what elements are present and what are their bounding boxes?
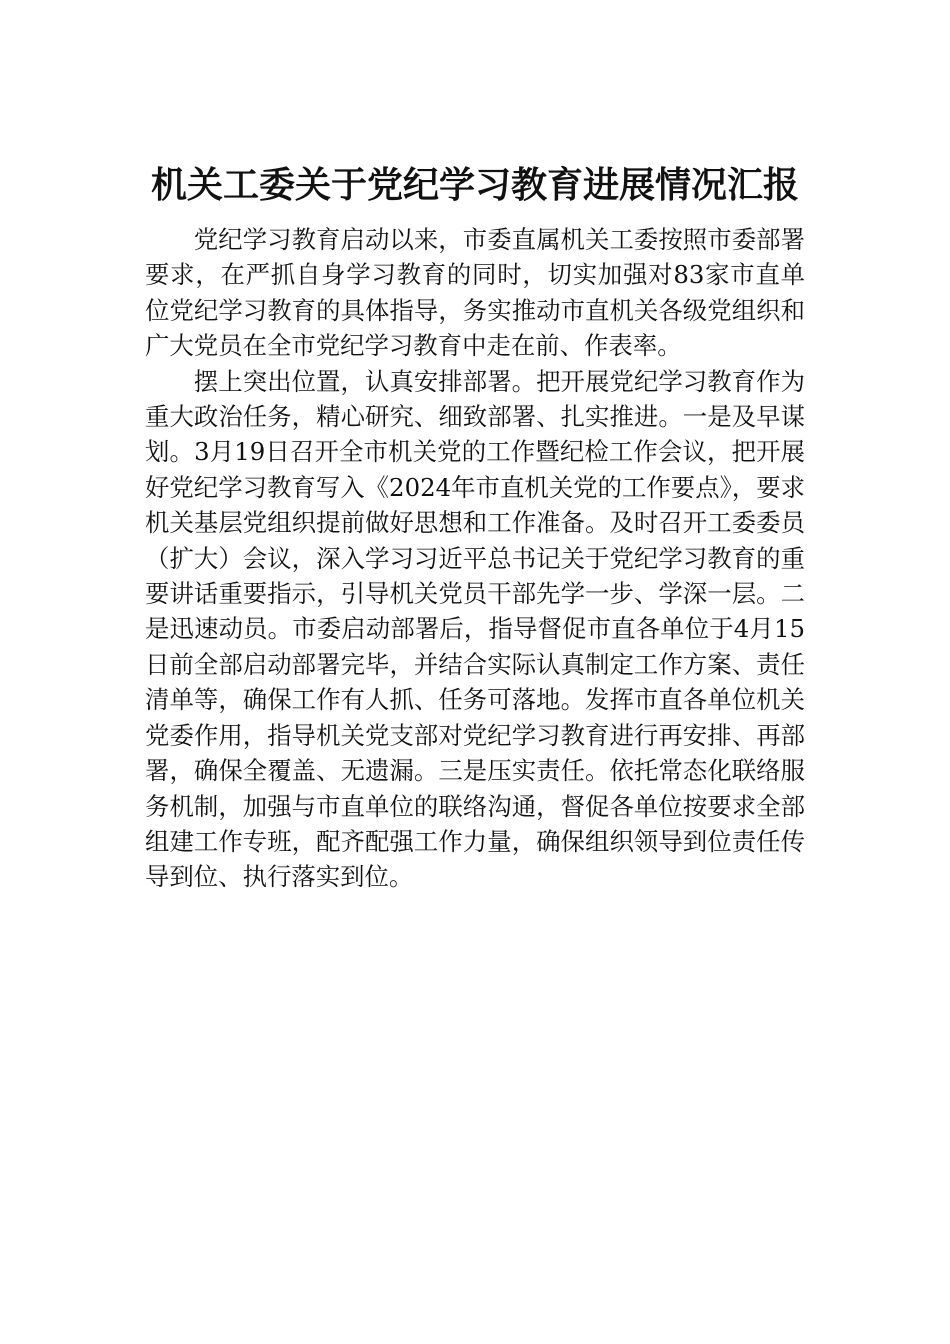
body-paragraph-2: 摆上突出位置，认真安排部署。把开展党纪学习教育作为重大政治任务，精心研究、细致部署、扎实推进。一是及早谋划。3月19日召开全市机关党的工作暨纪检工作会议，把开展好党纪学习教育写入《2024年市直机关党的工作要点》，要求机关基层党组织提前做好思想和工作准备。及时召开工委委员（扩大）会议，深入学习习近平总书记关于党纪学习教育的重要讲话重要指示，引导机关党员干部先学一步、学深一层。二是迅速动员。市委启动部署后，指导督促市直各单位于4月15日前全部启动部署完毕，并结合实际认真制定工作方案、责任清单等，确保工作有人抓、任务可落地。发挥市直各单位机关党委作用，指导机关党支部对党纪学习教育进行再安排、再部署，确保全覆盖、无遗漏。三是压实责任。依托常态化联络服务机制，加强与市直单位的联络沟通，督促各单位按要求全部组建工作专班，配齐配强工作力量，确保组织领导到位责任传导到位、执行落实到位。 [145,366,805,892]
document-title: 机关工委关于党纪学习教育进展情况汇报 [150,164,799,206]
body-paragraph-1: 党纪学习教育启动以来，市委直属机关工委按照市委部署要求，在严抓自身学习教育的同时，切实加强对83家市直单位党纪学习教育的具体指导，务实推动市直机关各级党组织和广大党员在全市党纪学习教育中走在前、作表率。 [145,225,805,361]
document-body [145,222,805,895]
